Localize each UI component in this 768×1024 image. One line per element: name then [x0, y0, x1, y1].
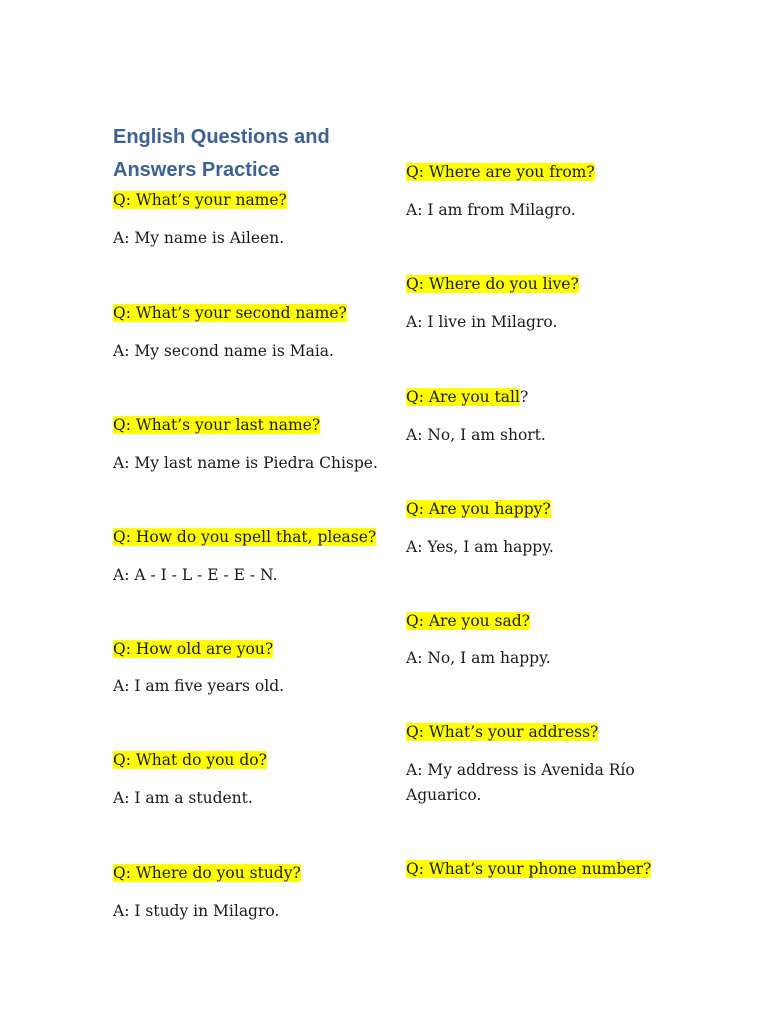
question-age: Q: How old are you? — [113, 640, 274, 658]
answer-address: A: My address is Avenida Río Aguarico. — [406, 761, 635, 804]
page-title: English Questions and Answers Practice — [113, 126, 330, 181]
question-address: Q: What’s your address? — [406, 723, 599, 741]
question-tall: Q: Are you tall? — [406, 388, 529, 406]
question-phone: Q: What’s your phone number? — [406, 860, 652, 878]
question-occupation: Q: What do you do? — [113, 751, 267, 769]
answer-spell: A: A - I - L - E - E - N. — [113, 566, 278, 584]
answer-origin: A: I am from Milagro. — [406, 201, 576, 219]
question-spell: Q: How do you spell that, please? — [113, 528, 377, 546]
answer-residence: A: I live in Milagro. — [406, 313, 558, 331]
answer-second-name: A: My second name is Maia. — [113, 342, 334, 360]
question-sad: Q: Are you sad? — [406, 612, 530, 630]
question-study: Q: Where do you study? — [113, 864, 301, 882]
answer-occupation: A: I am a student. — [113, 789, 253, 807]
answer-study: A: I study in Milagro. — [113, 902, 280, 920]
question-residence: Q: Where do you live? — [406, 275, 579, 293]
answer-sad: A: No, I am happy. — [406, 649, 551, 667]
question-last-name: Q: What’s your last name? — [113, 416, 321, 434]
answer-name: A: My name is Aileen. — [113, 229, 285, 247]
answer-happy: A: Yes, I am happy. — [406, 538, 554, 556]
answer-tall: A: No, I am short. — [406, 426, 546, 444]
answer-last-name: A: My last name is Piedra Chispe. — [113, 454, 378, 472]
question-origin: Q: Where are you from? — [406, 163, 595, 181]
question-happy: Q: Are you happy? — [406, 500, 551, 518]
question-second-name: Q: What’s your second name? — [113, 304, 347, 322]
question-name: Q: What’s your name? — [113, 191, 287, 209]
answer-age: A: I am five years old. — [113, 677, 285, 695]
